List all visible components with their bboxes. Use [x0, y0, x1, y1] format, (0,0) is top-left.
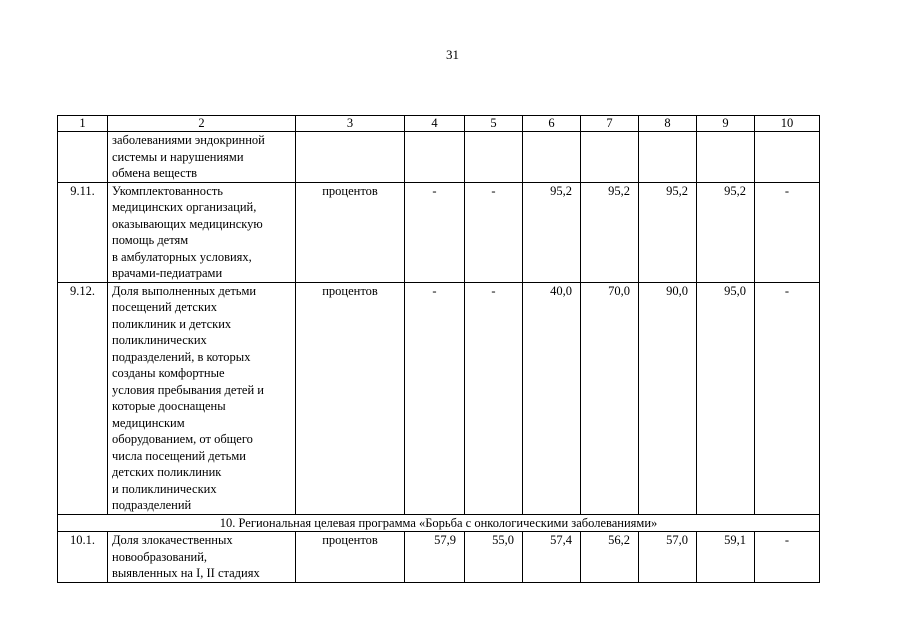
name-line: условия пребывания детей и	[112, 382, 264, 397]
name-line: Доля выполненных детьми	[112, 283, 257, 298]
value-cell: -	[755, 532, 820, 583]
name-line: выявленных на I, II стадиях	[112, 566, 260, 580]
value-cell: 59,1	[697, 532, 755, 583]
header-cell: 3	[296, 116, 405, 132]
value-cell: 95,2	[523, 182, 581, 282]
name-line: детских поликлиник	[112, 465, 222, 479]
name-line: новообразований,	[112, 549, 208, 564]
value-cell: 70,0	[581, 282, 639, 514]
name-line: в амбулаторных условиях,	[112, 249, 252, 264]
header-cell: 4	[405, 116, 465, 132]
name-line: поликлиник и детских	[112, 316, 232, 331]
value-cell: 57,9	[405, 532, 465, 583]
name-line: Доля злокачественных	[112, 533, 233, 547]
value-cell: 95,2	[697, 182, 755, 282]
value-cell: -	[405, 282, 465, 514]
name-line: оказывающих медицинскую	[112, 216, 263, 231]
header-cell: 9	[697, 116, 755, 132]
name-line: заболеваниями эндокринной	[112, 133, 265, 147]
header-row	[58, 116, 820, 132]
name-line: посещений детских	[112, 300, 217, 314]
name-line: созданы комфортные	[112, 366, 225, 380]
name-line: подразделений, в которых	[112, 349, 251, 364]
header-cell: 1	[58, 116, 108, 132]
value-cell: 55,0	[465, 532, 523, 583]
table-row-continuation	[58, 132, 820, 183]
section-title: 10. Региональная целевая программа «Борьба с онкологическими заболеваниями»	[58, 514, 820, 532]
value-cell	[755, 132, 820, 183]
value-cell: 57,4	[523, 532, 581, 583]
value-cell: 56,2	[581, 532, 639, 583]
header-cell: 5	[465, 116, 523, 132]
num-cell: 9.12.	[58, 282, 108, 514]
unit-cell: процентов	[296, 182, 405, 282]
name-cell	[108, 282, 296, 514]
table-row-10-1	[58, 532, 820, 583]
header-cell: 8	[639, 116, 697, 132]
name-line: которые дооснащены	[112, 399, 226, 413]
value-cell: -	[465, 182, 523, 282]
num-cell: 9.11.	[58, 182, 108, 282]
value-cell: 40,0	[523, 282, 581, 514]
value-cell: 95,2	[639, 182, 697, 282]
value-cell: 90,0	[639, 282, 697, 514]
value-cell: -	[755, 182, 820, 282]
table-row-9-12	[58, 282, 820, 514]
name-line: помощь детям	[112, 233, 189, 247]
name-cell	[108, 182, 296, 282]
section-row	[58, 514, 820, 532]
page-number: 31	[446, 47, 459, 62]
unit-cell: процентов	[296, 282, 405, 514]
value-cell	[697, 132, 755, 183]
value-cell	[639, 132, 697, 183]
indicators-table	[57, 115, 820, 583]
header-cell: 10	[755, 116, 820, 132]
value-cell: -	[465, 282, 523, 514]
name-line: и поликлинических	[112, 481, 217, 496]
header-cell: 7	[581, 116, 639, 132]
value-cell	[581, 132, 639, 183]
name-line: медицинских организаций,	[112, 200, 257, 214]
value-cell	[523, 132, 581, 183]
value-cell: 95,2	[581, 182, 639, 282]
unit-cell	[296, 132, 405, 183]
header-cell: 2	[108, 116, 296, 132]
header-cell: 6	[523, 116, 581, 132]
name-line: числа посещений детьми	[112, 448, 246, 463]
name-line: подразделений	[112, 498, 192, 512]
num-cell	[58, 132, 108, 183]
name-line: поликлинических	[112, 333, 207, 347]
value-cell	[405, 132, 465, 183]
value-cell: -	[755, 282, 820, 514]
name-line: системы и нарушениями	[112, 149, 244, 164]
name-line: врачами-педиатрами	[112, 266, 223, 280]
value-cell	[465, 132, 523, 183]
name-line: Укомплектованность	[112, 183, 223, 198]
num-cell: 10.1.	[58, 532, 108, 583]
value-cell: 95,0	[697, 282, 755, 514]
name-cell	[108, 532, 296, 583]
name-line: медицинским	[112, 415, 185, 430]
name-cell	[108, 132, 296, 183]
name-line: оборудованием, от общего	[112, 432, 253, 446]
value-cell: -	[405, 182, 465, 282]
table-row-9-11	[58, 182, 820, 282]
name-line: обмена веществ	[112, 166, 198, 180]
value-cell: 57,0	[639, 532, 697, 583]
unit-cell: процентов	[296, 532, 405, 583]
